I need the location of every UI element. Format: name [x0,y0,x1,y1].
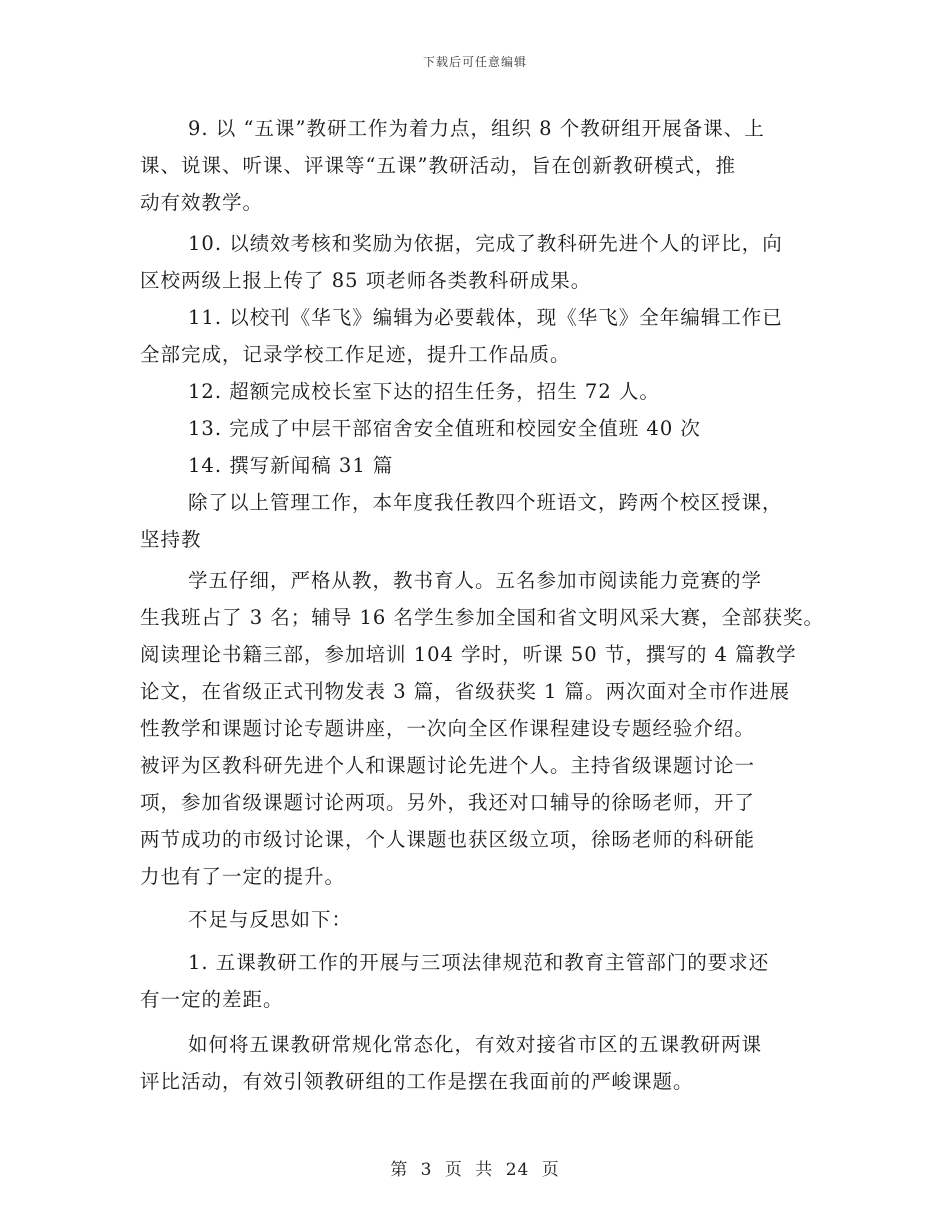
text-line: 全部完成，记录学校工作足迹，提升工作品质。 [140,343,571,366]
text-line: 10. 以绩效考核和奖励为依据，完成了教科研先进个人的评比，向 [188,232,783,255]
text-line: 论文，在省级正式刊物发表 3 篇，省级获奖 1 篇。两次面对全市作进展 [140,680,791,703]
text-line: 13. 完成了中层干部宿舍安全值班和校园安全值班 40 次 [188,417,701,440]
text-line: 课、说课、听课、评课等“五课”教研活动，旨在创新教研模式，推 [140,154,736,177]
text-line: 12. 超额完成校长室下达的招生任务，招生 72 人。 [188,380,660,403]
text-line: 两节成功的市级讨论课，个人课题也获区级立项，徐旸老师的科研能 [140,828,756,851]
text-line: 1. 五课教研工作的开展与三项法律规范和教育主管部门的要求还 [188,951,770,974]
text-line: 性教学和课题讨论专题讲座，一次向全区作课程建设专题经验介绍。 [140,717,756,740]
text-line: 14. 撰写新闻稿 31 篇 [188,454,394,477]
text-line: 项，参加省级课题讨论两项。另外，我还对口辅导的徐旸老师，开了 [140,791,756,814]
text-line: 11. 以校刊《华飞》编辑为必要载体，现《华飞》全年编辑工作已 [188,306,783,329]
text-line: 不足与反思如下： [188,908,353,931]
text-line: 阅读理论书籍三部，参加培训 104 学时，听课 50 节，撰写的 4 篇教学 [140,643,797,666]
text-line: 动有效教学。 [140,191,264,214]
text-line: 坚持教 [140,528,202,551]
text-line: 有一定的差距。 [140,988,284,1011]
text-line: 评比活动，有效引领教研组的工作是摆在我面前的严峻课题。 [140,1070,694,1093]
page-footer: 第 3 页 共 24 页 [390,1160,560,1180]
text-line: 力也有了一定的提升。 [140,865,346,888]
text-line: 如何将五课教研常规化常态化，有效对接省市区的五课教研两课 [188,1033,763,1056]
text-line: 9. 以 “五课”教研工作为着力点，组织 8 个教研组开展备课、上 [188,117,765,140]
page-header: 下载后可任意编辑 [422,55,527,69]
text-line: 除了以上管理工作，本年度我任教四个班语文，跨两个校区授课， [188,491,783,514]
text-line: 学五仔细，严格从教，教书育人。五名参加市阅读能力竞赛的学 [188,569,763,592]
document-body [140,110,825,1100]
text-line: 区校两级上报上传了 85 项老师各类教科研成果。 [140,269,592,292]
text-line: 被评为区教科研先进个人和课题讨论先进个人。主持省级课题讨论一 [140,754,756,777]
text-line: 生我班占了 3 名；辅导 16 名学生参加全国和省文明风采大赛，全部获奖。 [140,606,825,629]
